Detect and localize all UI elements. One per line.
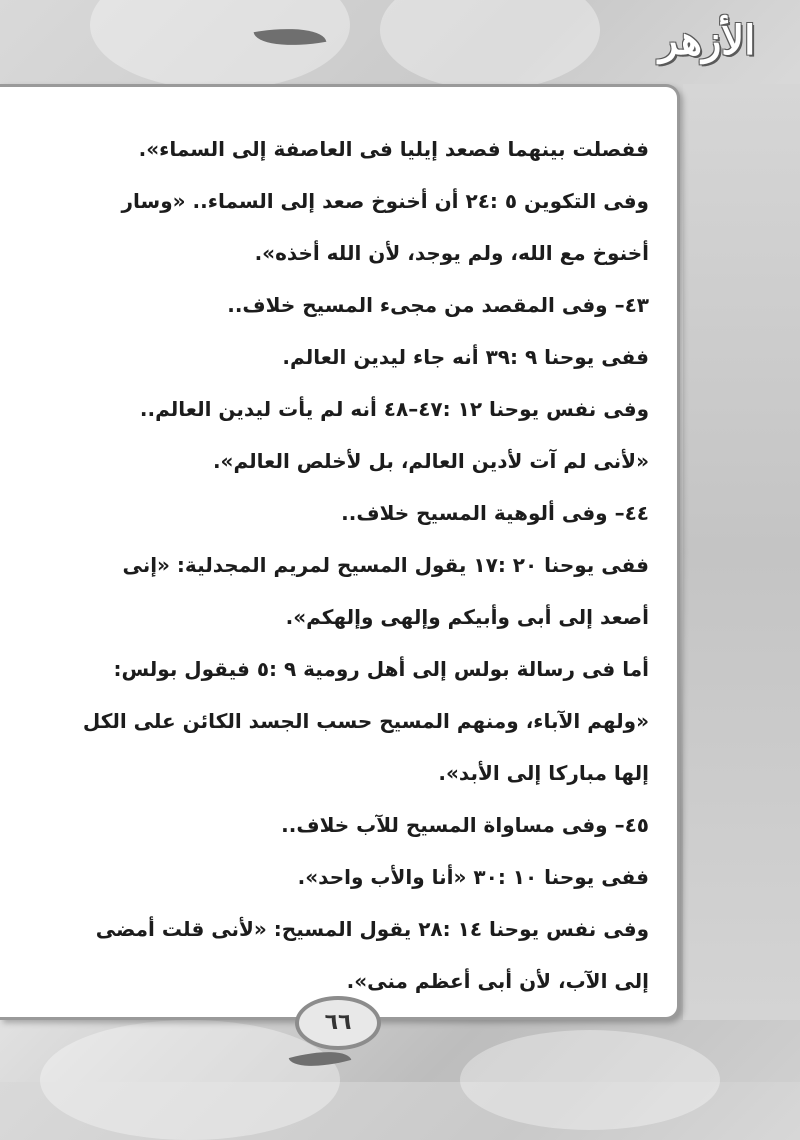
text-line: ٤٥– وفى مساواة المسيح للآب خلاف.. — [281, 813, 649, 837]
text-line: ففى يوحنا ١٠ :٣٠ «أنا والأب واحد». — [297, 865, 649, 889]
text-line: «ولهم الآباء، ومنهم المسيح حسب الجسد الكائن على الكل — [82, 709, 649, 733]
right-margin-strip — [683, 84, 800, 1020]
text-line: ٤٣– وفى المقصد من مجىء المسيح خلاف.. — [227, 293, 649, 317]
text-line: «لأنى لم آت لأدين العالم، بل لأخلص العالم». — [212, 449, 649, 473]
al-azhar-logo: الأزهر — [658, 17, 756, 64]
text-line: وفى التكوين ٥ :٢٤ أن أخنوخ صعد إلى السماء.. «وسار — [121, 189, 649, 213]
text-line: ففصلت بينهما فصعد إيليا فى العاصفة إلى السماء». — [138, 137, 649, 161]
page-panel — [0, 84, 680, 1020]
text-line: ففى يوحنا ٢٠ :١٧ يقول المسيح لمريم المجدلية: «إنى — [122, 553, 649, 577]
text-line: وفى نفس يوحنا ١٢ :٤٧–٤٨ أنه لم يأت ليدين العالم.. — [139, 397, 649, 421]
text-line: إلى الآب، لأن أبى أعظم منى». — [346, 969, 649, 993]
text-line: أما فى رسالة بولس إلى أهل رومية ٩ :٥ فيقول بولس: — [113, 657, 649, 681]
text-line: إلها مباركا إلى الأبد». — [438, 761, 649, 785]
text-line: وفى نفس يوحنا ١٤ :٢٨ يقول المسيح: «لأنى قلت أمضى — [95, 917, 649, 941]
text-line: ٤٤– وفى ألوهية المسيح خلاف.. — [341, 501, 649, 525]
page-text — [0, 123, 649, 1007]
text-line: أصعد إلى أبى وأبيكم وإلهى وإلهكم». — [285, 605, 649, 629]
text-line: ففى يوحنا ٩ :٣٩ أنه جاء ليدين العالم. — [282, 345, 649, 369]
text-line: أخنوخ مع الله، ولم يوجد، لأن الله أخذه». — [254, 241, 649, 265]
page-number: ٦٦ — [295, 996, 381, 1050]
